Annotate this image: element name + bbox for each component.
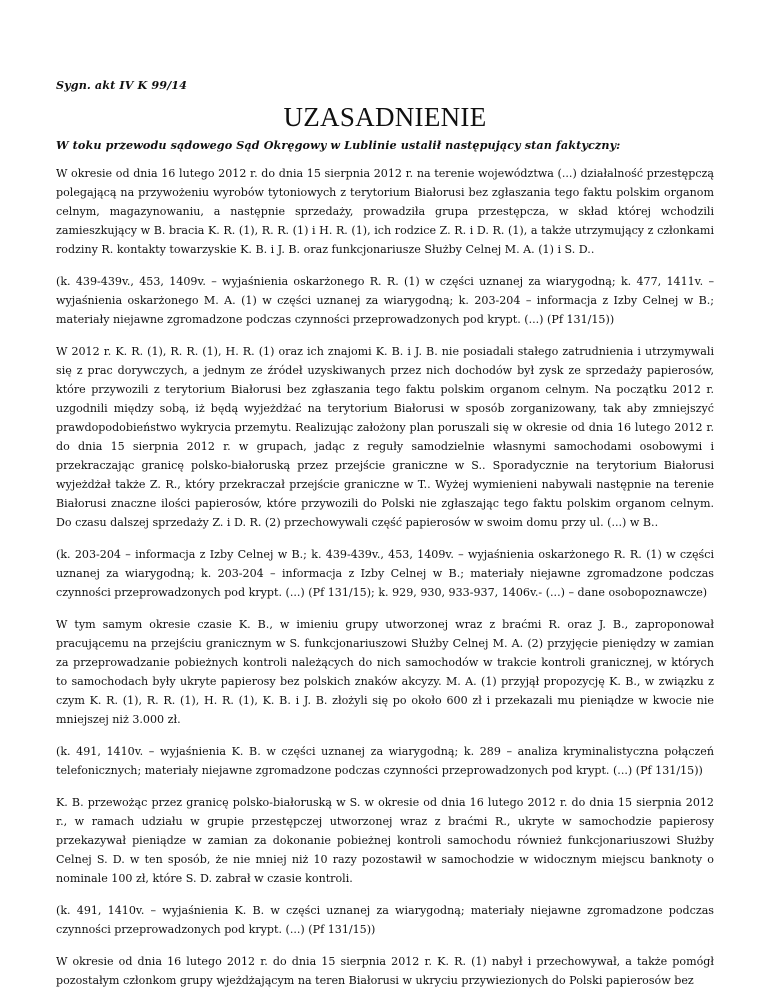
document-subtitle: W toku przewodu sądowego Sąd Okręgowy w Lublinie ustalił następujący stan faktyczny:: [56, 138, 621, 152]
paragraph: K. B. przewożąc przez granicę polsko-białoruską w S. w okresie od dnia 16 lutego 2012 r. do dnia 15 sierpnia 2012 r., w ramach udziału w grupie przestępczej utworzonej wraz z braćmi R., ukryte w samochodzie papierosy przekazywał pieniądze w zamian za dokonanie pobieżnej kontroli samochodu również funkcjonariuszowi Służby Celnej S. D. w ten sposób, że nie mniej niż 10 razy pozostawił w samochodzie w widocznym miejscu banknoty o nominale 100 zł, które S. D. zabrał w czasie kontroli.: [56, 796, 714, 885]
paragraph: W 2012 r. K. R. (1), R. R. (1), H. R. (1) oraz ich znajomi K. B. i J. B. nie posiadali stałego zatrudnienia i utrzymywali się z prac dorywczych, a jednym ze źródeł uzyskiwanych przez nich dochodów był zysk ze sprzedaży papierosów, które przywozili z terytorium Białorusi bez zgłaszania tego faktu polskim organom celnym. Na początku 2012 r. uzgodnili między sobą, iż będą wyjeżdżać na terytorium Białorusi w sposób zorganizowany, tak aby zmniejszyć prawdopodobieństwo wykrycia przemytu. Realizując założony plan poruszali się w okresie od dnia 16 lutego 2012 r. do dnia 15 sierpnia 2012 r. w grupach, jadąc z reguły samodzielnie własnymi samochodami osobowymi i przekraczając granicę polsko-białoruską przez przejście graniczne w S.. Sporadycznie na terytorium Białorusi wyjeżdżał także Z. R., który przekraczał przejście graniczne w T.. Wyżej wymienieni nabywali następnie na terenie Białorusi znaczne ilości papierosów, które przywozili do Polski nie zgłaszając tego faktu polskim organom celnym. Do czasu dalszej sprzedaży Z. i D. R. (2) przechowywali część papierosów w swoim domu przy ul. (...) w B..: [56, 345, 714, 529]
paragraph: W okresie od dnia 16 lutego 2012 r. do dnia 15 sierpnia 2012 r. K. R. (1) nabył i przechowywał, a także pomógł pozostałym członkom grupy wjeżdżającym na teren Białorusi w ukryciu przywiezionych do Polski papierosów bez: [56, 955, 714, 987]
paragraph: W okresie od dnia 16 lutego 2012 r. do dnia 15 sierpnia 2012 r. na terenie województwa (...) działalność przestępczą polegającą na przywożeniu wyrobów tytoniowych z terytorium Białorusi bez zgłaszania tego faktu polskim organom celnym, magazynowaniu, a następnie sprzedaży, prowadziła grupa przestępcza, w skład której wchodzili zamieszkujący w B. bracia K. R. (1), R. R. (1) i H. R. (1), ich rodzice Z. R. i D. R. (1), a także utrzymujący z członkami rodziny R. kontakty towarzyskie K. B. i J. B. oraz funkcjonariusze Służby Celnej M. A. (1) i S. D..: [56, 167, 714, 256]
citation-paragraph: (k. 203-204 – informacja z Izby Celnej w B.; k. 439-439v., 453, 1409v. – wyjaśnienia oskarżonego R. R. (1) w części uznanej za wiarygodną; k. 203-204 – informacja z Izby Celnej w B.; materiały niejawne zgromadzone podczas czynności przeprowadzonych pod krypt. (...) (Pf 131/15); k. 929, 930, 933-937, 1406v.- (...) – dane osobopoznawcze): [56, 548, 714, 599]
citation-paragraph: (k. 491, 1410v. – wyjaśnienia K. B. w części uznanej za wiarygodną; materiały niejawne zgromadzone podczas czynności przeprowadzonych pod krypt. (...) (Pf 131/15)): [56, 904, 714, 936]
document-page: [56, 78, 714, 1003]
paragraph: W tym samym okresie czasie K. B., w imieniu grupy utworzonej wraz z braćmi R. oraz J. B., zaproponował pracującemu na przejściu granicznym w S. funkcjonariuszowi Służby Celnej M. A. (2) przyjęcie pieniędzy w zamian za przeprowadzanie pobieżnych kontroli należących do nich samochodów w trakcie kontroli granicznej, w których to samochodach były ukryte papierosy bez polskich znaków akcyzy. M. A. (1) przyjął propozycję K. B., w związku z czym K. R. (1), R. R. (1), H. R. (1), K. B. i J. B. złożyli się po około 600 zł i przekazali mu pieniądze w kwocie nie mniejszej niż 3.000 zł.: [56, 618, 714, 726]
citation-paragraph: (k. 491, 1410v. – wyjaśnienia K. B. w części uznanej za wiarygodną; k. 289 – analiza kryminalistyczna połączeń telefonicznych; materiały niejawne zgromadzone podczas czynności przeprowadzonych pod krypt. (...) (Pf 131/15)): [56, 745, 714, 777]
case-signature: Sygn. akt IV K 99/14: [56, 78, 188, 92]
document-title: UZASADNIENIE: [283, 102, 487, 132]
citation-paragraph: (k. 439-439v., 453, 1409v. – wyjaśnienia oskarżonego R. R. (1) w części uznanej za wiarygodną; k. 477, 1411v. – wyjaśnienia oskarżonego M. A. (1) w części uznanej za wiarygodną; k. 203-204 – informacja z Izby Celnej w B.; materiały niejawne zgromadzone podczas czynności przeprowadzonych pod krypt. (...) (Pf 131/15)): [56, 275, 714, 326]
